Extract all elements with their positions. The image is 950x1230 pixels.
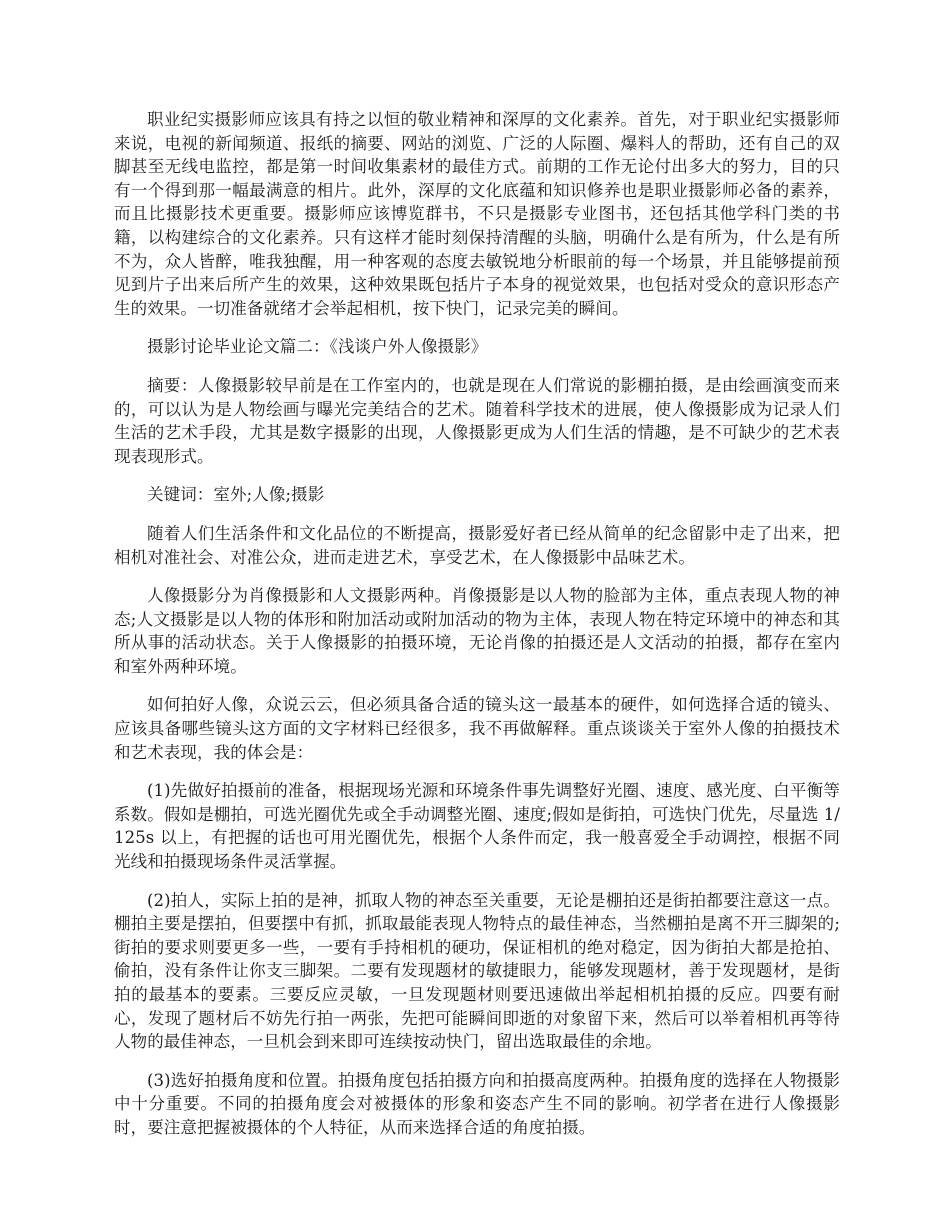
list-item-2-capture-spirit: (2)拍人，实际上拍的是神，抓取人物的神态至关重要，无论是棚拍还是街拍都要注意这一点。棚拍主要是摆拍，但要摆中有抓，抓取最能表现人物特点的最佳神态，当然棚拍是离不开三脚架的;街拍的要求则要更多一些，一要有手持相机的硬功，保证相机的绝对稳定，因为街拍大都是抢拍、偷拍，没有条件让你支三脚架。二要有发现题材的敏捷眼力，能够发现题材，善于发现题材，是街拍的最基本的要素。三要反应灵敏，一旦发现题材则要迅速做出举起相机拍摄的反应。四要有耐心，发现了题材后不妨先行拍一两张，先把可能瞬间即逝的对象留下来，然后可以举着相机再等待人物的最佳神态，一旦机会到来即可连续按动快门，留出选取最佳的余地。	[114, 890, 840, 1052]
abstract-paragraph: 摘要：人像摄影较早前是在工作室内的，也就是现在人们常说的影棚拍摄，是由绘画演变而来的，可以认为是人物绘画与曝光完美结合的艺术。随着科学技术的进展，使人像摄影成为记录人们生活的艺术手段，尤其是数字摄影的出现，人像摄影更成为人们生活的情趣，是不可缺少的艺术表现表现形式。	[114, 375, 840, 466]
document-body	[114, 108, 840, 1155]
section-heading: 摄影讨论毕业论文篇二：《浅谈户外人像摄影》	[147, 337, 488, 357]
keywords-line: 关键词：室外;人像;摄影	[147, 485, 325, 505]
list-item-1-preparation: (1)先做好拍摄前的准备，根据现场光源和环境条件事先调整好光圈、速度、感光度、白平衡等系数。假如是棚拍，可选光圈优先或全手动调整光圈、速度;假如是街拍，可选快门优先，尽量选 1/125s 以上，有把握的话也可用光圈优先，根据个人条件而定，我一般喜爱全手动调控，根据不同光线和拍摄现场条件灵活掌握。	[114, 781, 840, 872]
paragraph-professional-photographer: 职业纪实摄影师应该具有持之以恒的敬业精神和深厚的文化素养。首先，对于职业纪实摄影师来说，电视的新闻频道、报纸的摘要、网站的浏览、广泛的人际圈、爆料人的帮助，还有自己的双脚甚至无线电监控，都是第一时间收集素材的最佳方式。前期的工作无论付出多大的努力，目的只有一个得到那一幅最满意的相片。此外，深厚的文化底蕴和知识修养也是职业摄影师必备的素养，而且比摄影技术更重要。摄影师应该博览群书，不只是摄影专业图书，还包括其他学科门类的书籍，以构建综合的文化素养。只有这样才能时刻保持清醒的头脑，明确什么是有所为，什么是有所不为，众人皆醉，唯我独醒，用一种客观的态度去敏锐地分析眼前的每一个场景，并且能够提前预见到片子出来后所产生的效果，这种效果既包括片子本身的视觉效果，也包括对受众的意识形态产生的效果。一切准备就绪才会举起相机，按下快门，记录完美的瞬间。	[114, 110, 840, 318]
paragraph-introduction: 随着人们生活条件和文化品位的不断提高，摄影爱好者已经从简单的纪念留影中走了出来，把相机对准社会、对准公众，进而走进艺术，享受艺术，在人像摄影中品味艺术。	[114, 523, 840, 567]
list-item-3-angle-position: (3)选好拍摄角度和位置。拍摄角度包括拍摄方向和拍摄高度两种。拍摄角度的选择在人物摄影中十分重要。不同的拍摄角度会对被摄体的形象和姿态产生不同的影响。初学者在进行人像摄影时，要注意把握被摄体的个人特征，从而来选择合适的角度拍摄。	[114, 1070, 840, 1137]
paragraph-portrait-types: 人像摄影分为肖像摄影和人文摄影两种。肖像摄影是以人物的脸部为主体，重点表现人物的神态;人文摄影是以人物的体形和附加活动或附加活动的物为主体，表现人物在特定环境中的神态和其所从事的活动状态。关于人像摄影的拍摄环境，无论肖像的拍摄还是人文活动的拍摄，都存在室内和室外两种环境。	[114, 586, 840, 676]
paragraph-how-to-shoot: 如何拍好人像，众说云云，但必须具备合适的镜头这一最基本的硬件，如何选择合适的镜头、应该具备哪些镜头这方面的文字材料已经很多，我不再做解释。重点谈谈关于室外人像的拍摄技术和艺术表现，我的体会是：	[114, 695, 840, 762]
